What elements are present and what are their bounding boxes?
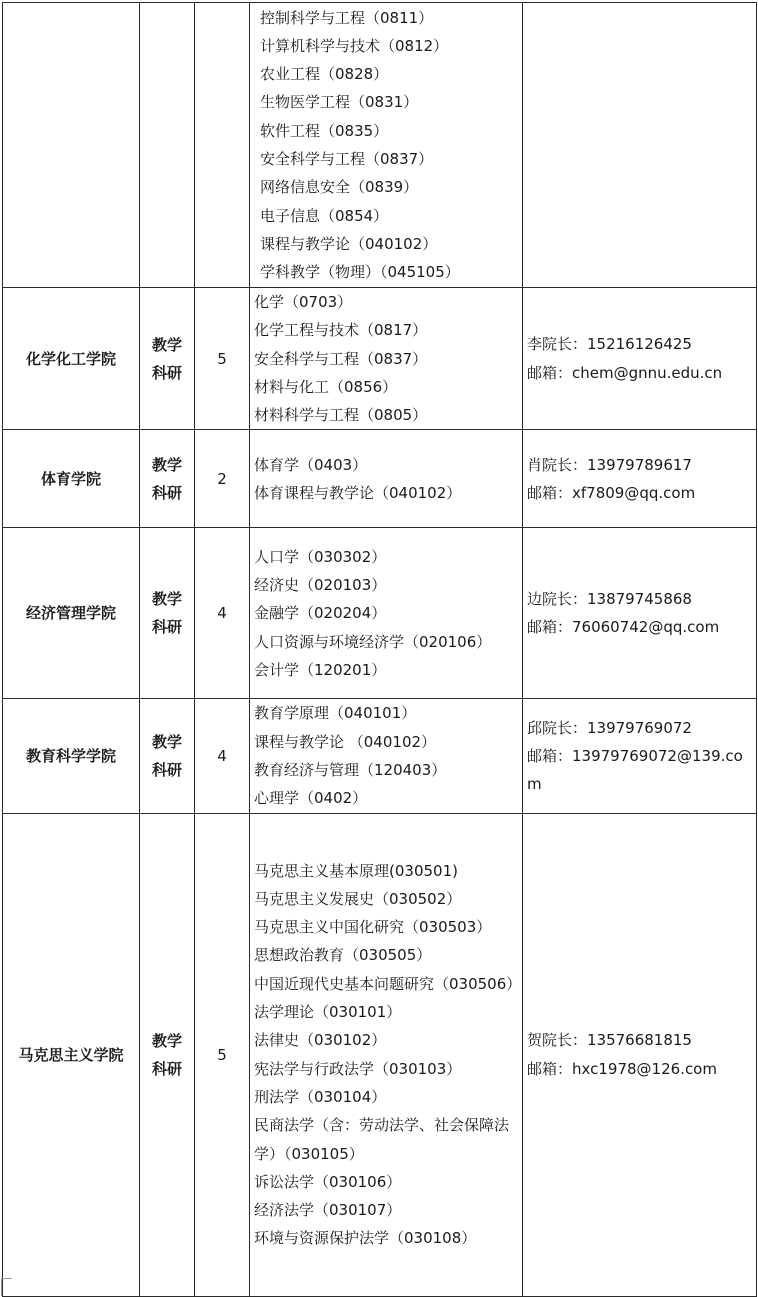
- contact-email: 邮箱：xf7809@qq.com: [527, 483, 696, 502]
- contact-phone: 边院长：13879745868: [527, 590, 692, 609]
- major-item: 环境与资源保护法学（030108）: [254, 1229, 477, 1248]
- post-type: [140, 430, 195, 528]
- contact-info: [523, 3, 757, 288]
- table-row: [3, 430, 757, 528]
- post-type-line: 科研: [151, 618, 182, 637]
- position-count: [195, 3, 250, 288]
- major-list: [250, 528, 523, 699]
- major-item: 体育学（0403）: [254, 455, 368, 474]
- major-item: 化学（0703）: [254, 293, 353, 311]
- major-item: 安全科学与工程（0837）: [254, 349, 428, 368]
- college-name: 经济管理学院: [3, 528, 140, 699]
- recruitment-table: [2, 2, 757, 1297]
- college-name: 教育科学学院: [3, 699, 140, 813]
- major-item: 材料科学与工程（0805）: [254, 406, 428, 425]
- major-item: 人口学（030302）: [254, 547, 387, 566]
- post-type: [140, 813, 195, 1296]
- college-name: [3, 3, 140, 288]
- major-item: 软件工程（0835）: [260, 121, 389, 140]
- major-item: 材料与化工（0856）: [254, 377, 398, 396]
- contact-email: 邮箱：chem@gnnu.edu.cn: [527, 363, 723, 382]
- major-list: [250, 3, 523, 288]
- position-count: 5: [195, 813, 250, 1296]
- major-item: 马克思主义基本原理(030501): [254, 861, 458, 880]
- contact-email: 邮箱：hxc1978@126.com: [527, 1059, 717, 1078]
- position-count: 4: [195, 699, 250, 813]
- major-item: 宪法学与行政法学（030103）: [254, 1059, 462, 1078]
- post-type: [140, 699, 195, 813]
- table-row: [3, 288, 757, 430]
- table-row: [3, 813, 757, 1296]
- major-item: 法律史（030102）: [254, 1031, 387, 1050]
- post-type: [140, 3, 195, 288]
- position-count: 4: [195, 528, 250, 699]
- major-item: 人口资源与环境经济学（020106）: [254, 632, 492, 651]
- major-item: 控制科学与工程（0811）: [260, 8, 434, 27]
- major-item: 电子信息（0854）: [260, 206, 389, 225]
- contact-phone: 邱院长：13979769072: [527, 718, 692, 737]
- college-name: 体育学院: [3, 430, 140, 528]
- major-item: 体育课程与教学论（040102）: [254, 483, 462, 502]
- major-item: 课程与教学论（040102）: [260, 234, 438, 253]
- table-row: [3, 3, 757, 288]
- major-item: 中国近现代史基本问题研究（030506）: [254, 974, 522, 993]
- major-list: [250, 288, 523, 430]
- contact-email: 邮箱：76060742@qq.com: [527, 618, 720, 637]
- post-type-line: 科研: [151, 761, 182, 780]
- major-item: 心理学（0402）: [254, 789, 368, 808]
- major-item: 马克思主义中国化研究（030503）: [254, 918, 492, 937]
- major-item: 网络信息安全（0839）: [260, 178, 419, 197]
- major-item: 思想政治教育（030505）: [254, 946, 432, 965]
- post-type: [140, 288, 195, 430]
- major-item: 课程与教学论 （040102）: [254, 732, 437, 751]
- post-type-line: 教学: [151, 1031, 182, 1050]
- major-item: 经济法学（030107）: [254, 1201, 402, 1220]
- college-name: 马克思主义学院: [3, 813, 140, 1296]
- major-item: 马克思主义发展史（030502）: [254, 889, 462, 908]
- contact-phone: 李院长：15216126425: [527, 335, 692, 354]
- major-item: 农业工程（0828）: [260, 65, 389, 84]
- major-item: 安全科学与工程（0837）: [260, 150, 434, 168]
- major-item: 刑法学（030104）: [254, 1087, 387, 1106]
- table-body: [3, 3, 757, 1297]
- major-item: 学科教学（物理）（045105）: [260, 263, 460, 282]
- contact-info: [523, 528, 757, 699]
- table-row: [3, 699, 757, 813]
- post-type-line: 教学: [151, 590, 182, 609]
- corner-mark: [1, 1278, 12, 1296]
- post-type-line: 教学: [151, 335, 182, 354]
- major-item: 经济史（020103）: [254, 576, 387, 595]
- major-list: [250, 813, 523, 1296]
- major-item: 化学工程与技术（0817）: [254, 321, 428, 340]
- major-list: [250, 430, 523, 528]
- major-list: [250, 699, 523, 813]
- contact-email: 邮箱：13979769072@139.com: [527, 746, 743, 794]
- position-count: 5: [195, 288, 250, 430]
- position-count: 2: [195, 430, 250, 528]
- major-item: 金融学（020204）: [254, 604, 387, 623]
- contact-phone: 贺院长：13576681815: [527, 1031, 692, 1050]
- post-type-line: 科研: [151, 363, 182, 382]
- contact-info: [523, 430, 757, 528]
- major-item: 民商法学（含：劳动法学、社会保障法学）（030105）: [254, 1116, 510, 1163]
- post-type-line: 科研: [151, 1059, 182, 1078]
- major-item: 计算机科学与技术（0812）: [260, 36, 449, 55]
- college-name: 化学化工学院: [3, 288, 140, 430]
- major-item: 教育学原理（040101）: [254, 704, 417, 723]
- major-item: 会计学（120201）: [254, 660, 387, 679]
- contact-info: [523, 288, 757, 430]
- post-type: [140, 528, 195, 699]
- table-row: [3, 528, 757, 699]
- contact-info: [523, 699, 757, 813]
- major-item: 教育经济与管理（120403）: [254, 761, 447, 780]
- contact-info: [523, 813, 757, 1296]
- major-item: 诉讼法学（030106）: [254, 1172, 402, 1191]
- major-item: 生物医学工程（0831）: [260, 93, 419, 112]
- post-type-line: 科研: [151, 483, 182, 502]
- contact-phone: 肖院长：13979789617: [527, 455, 692, 474]
- major-item: 法学理论（030101）: [254, 1003, 402, 1022]
- post-type-line: 教学: [151, 733, 182, 752]
- post-type-line: 教学: [151, 455, 182, 474]
